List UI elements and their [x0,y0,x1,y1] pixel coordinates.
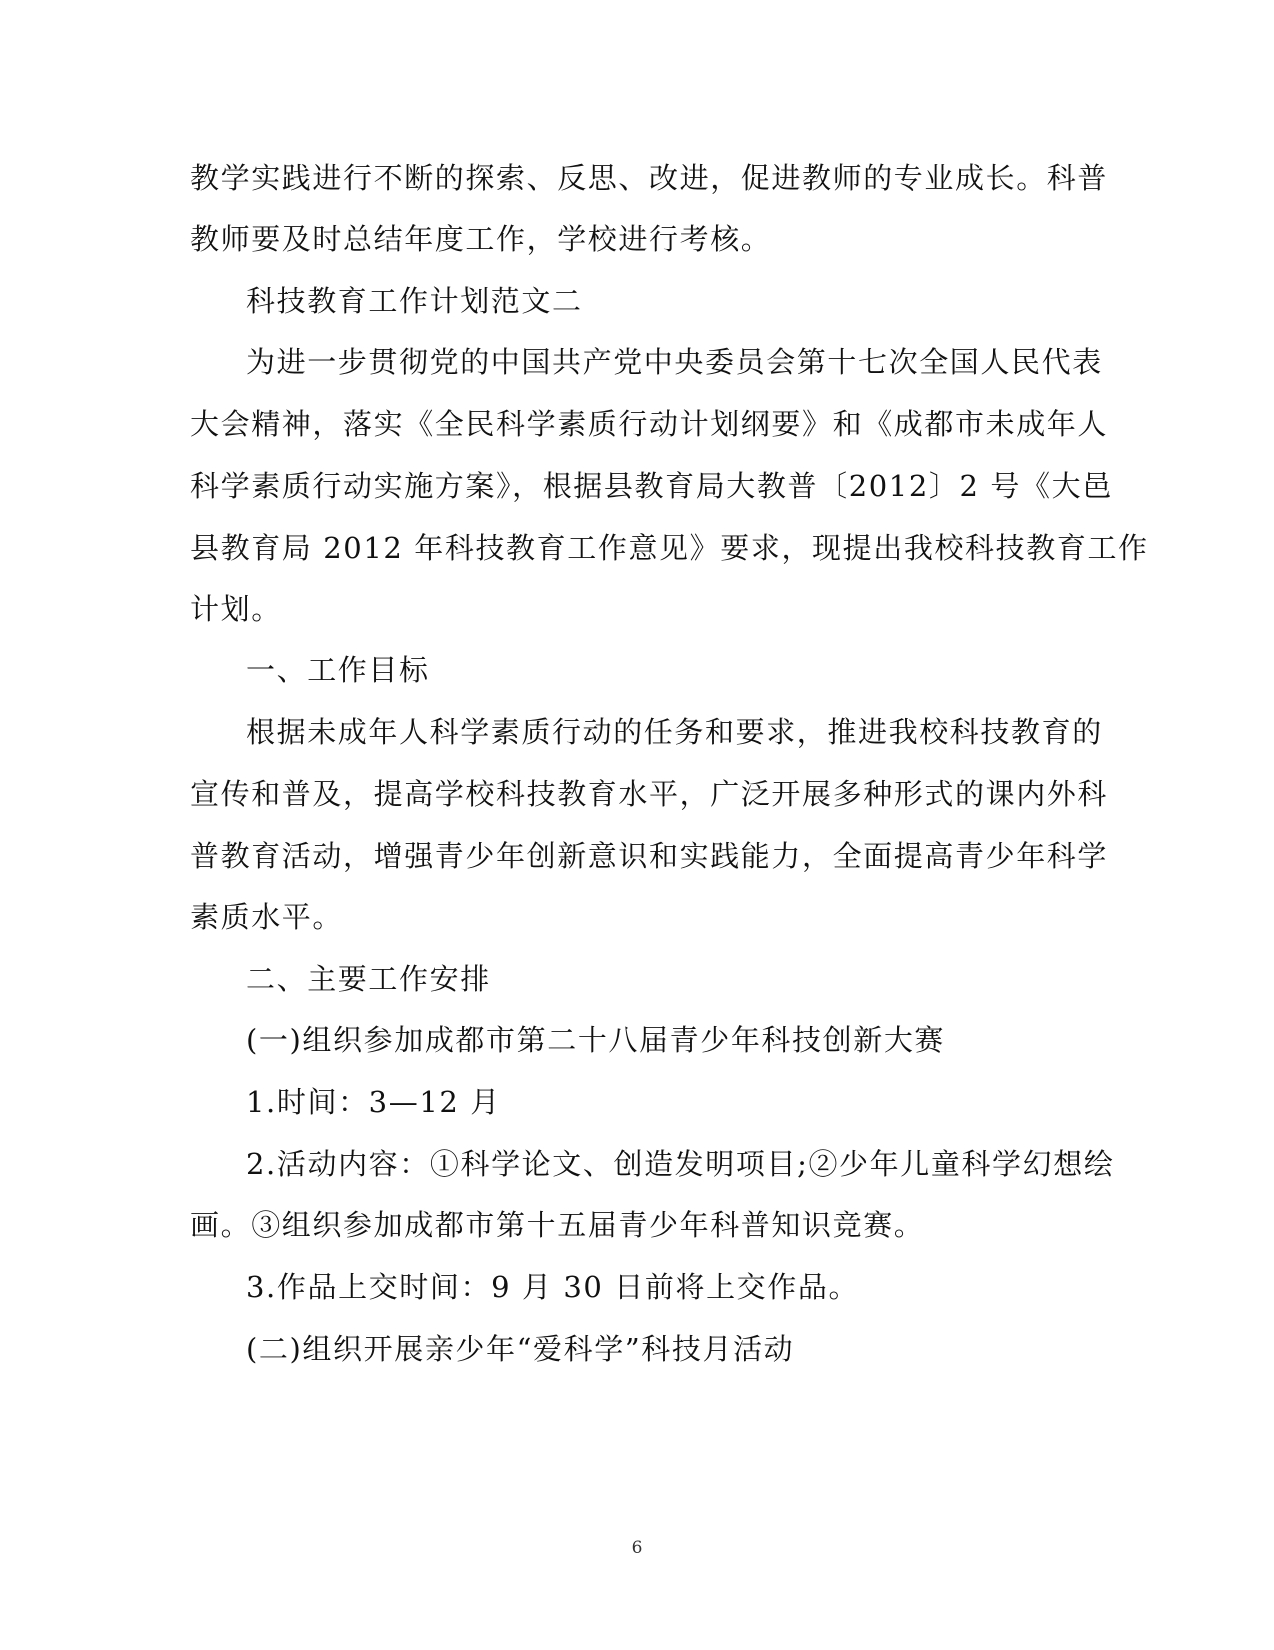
text-line: 素质水平。 [190,900,344,934]
subsection-heading: (二)组织开展亲少年“爱科学”科技月活动 [246,1332,795,1366]
list-item: 2.活动内容：①科学论文、创造发明项目;②少年儿童科学幻想绘 [246,1147,1115,1181]
page-number: 6 [631,1538,643,1558]
text-line: 科学素质行动实施方案》，根据县教育局大教普〔2012〕2 号《大邑 [190,469,1113,503]
text-line: 大会精神，落实《全民科学素质行动计划纲要》和《成都市未成年人 [190,407,1109,441]
text-line: 县教育局 2012 年科技教育工作意见》要求，现提出我校科技教育工作 [190,531,1149,565]
list-item: 1.时间：3—12 月 [246,1085,501,1119]
text-line: 教师要及时总结年度工作，学校进行考核。 [190,222,772,256]
text-line: 普教育活动，增强青少年创新意识和实践能力，全面提高青少年科学 [190,839,1109,873]
text-line: 教学实践进行不断的探索、反思、改进，促进教师的专业成长。科普 [190,161,1109,195]
paragraph-start: 根据未成年人科学素质行动的任务和要求，推进我校科技教育的 [246,715,1103,749]
paragraph-start: 为进一步贯彻党的中国共产党中央委员会第十七次全国人民代表 [246,345,1103,379]
section-heading: 一、工作目标 [246,653,430,687]
section-heading: 科技教育工作计划范文二 [246,284,583,318]
text-line: 画。③组织参加成都市第十五届青少年科普知识竞赛。 [190,1208,925,1242]
list-item: 3.作品上交时间：9 月 30 日前将上交作品。 [246,1270,860,1304]
text-line: 计划。 [190,592,282,626]
text-line: 宣传和普及，提高学校科技教育水平，广泛开展多种形式的课内外科 [190,777,1109,811]
section-heading: 二、主要工作安排 [246,962,491,996]
subsection-heading: (一)组织参加成都市第二十八届青少年科技创新大赛 [246,1023,946,1057]
